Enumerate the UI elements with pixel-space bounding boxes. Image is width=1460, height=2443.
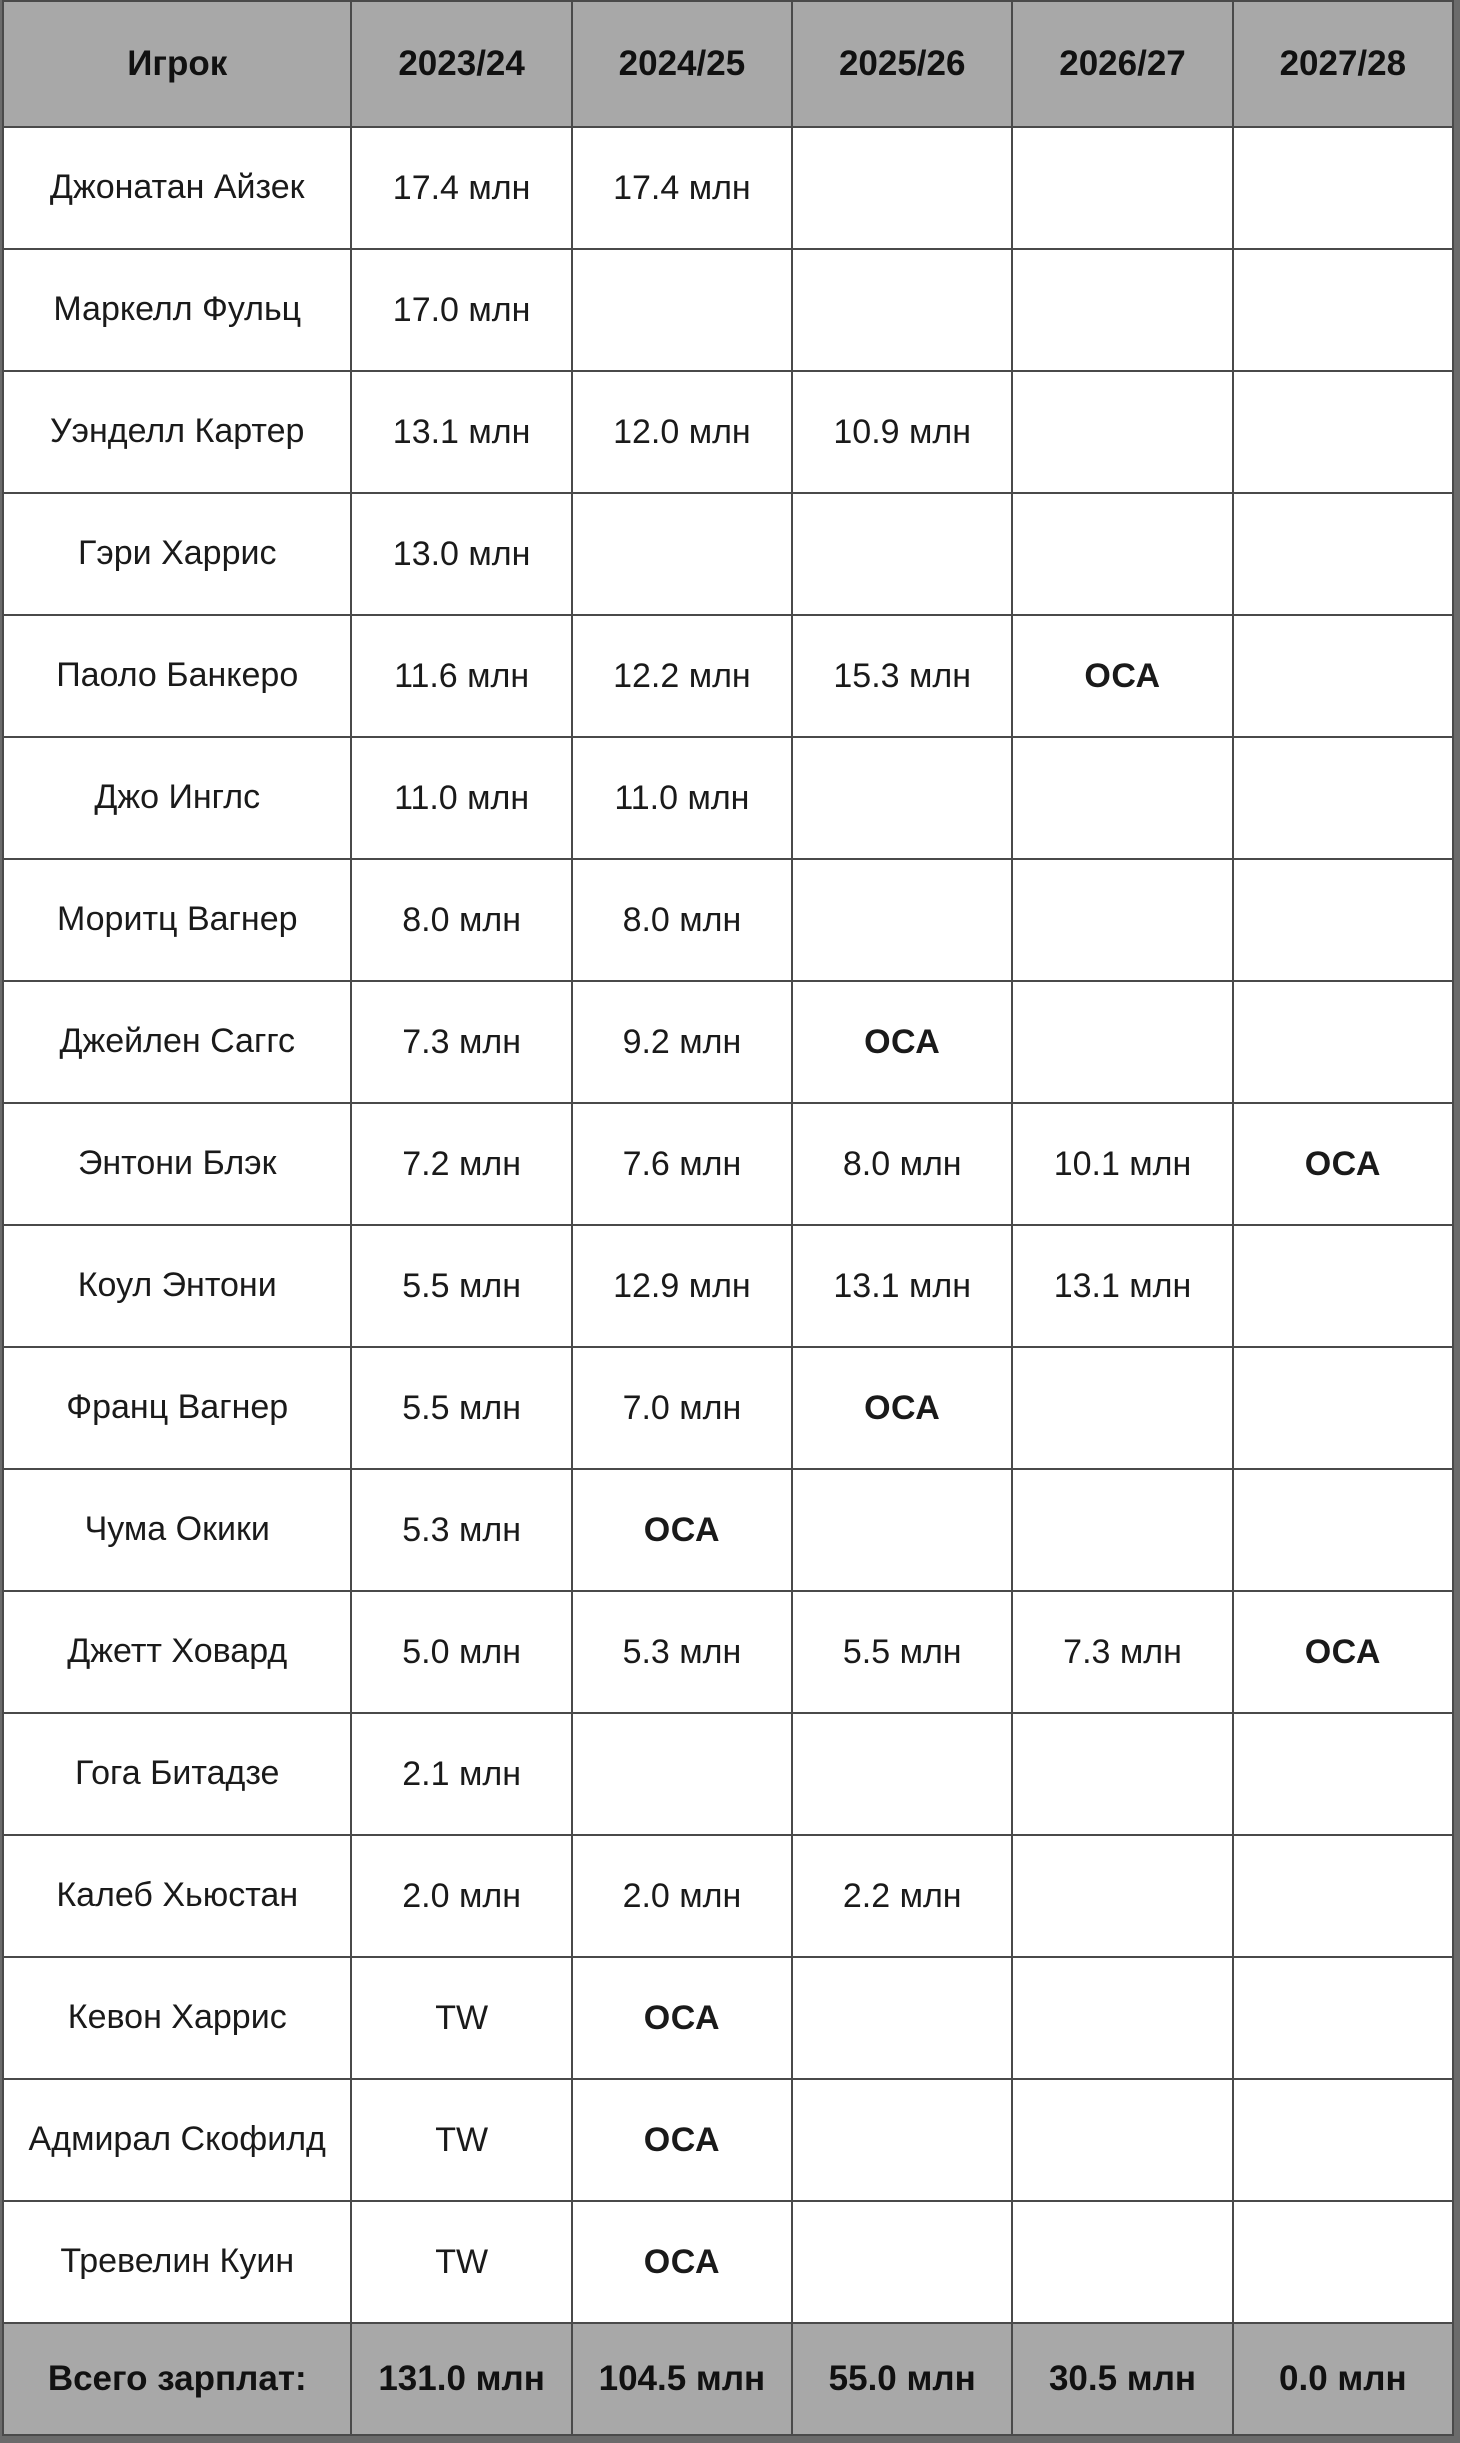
player-name-cell[interactable]: Джонатан Айзек — [3, 127, 351, 249]
salary-cell-empty — [792, 859, 1012, 981]
salary-cell: 7.6 млн — [572, 1103, 792, 1225]
column-header-2027-28: 2027/28 — [1233, 1, 1453, 127]
salary-cell-empty — [1012, 859, 1232, 981]
total-2026-27: 30.5 млн — [1012, 2323, 1232, 2435]
salary-cell-empty — [572, 249, 792, 371]
salary-table — [2, 0, 1454, 2436]
table-row — [3, 371, 1453, 493]
salary-cell: 8.0 млн — [792, 1103, 1012, 1225]
table-row — [3, 737, 1453, 859]
salary-cell-empty — [792, 249, 1012, 371]
salary-cell: 17.4 млн — [572, 127, 792, 249]
salary-cell-empty — [1233, 615, 1453, 737]
salary-cell-empty — [1012, 1469, 1232, 1591]
salary-cell: 7.3 млн — [351, 981, 571, 1103]
salary-cell: 5.3 млн — [351, 1469, 571, 1591]
salary-cell-empty — [1012, 981, 1232, 1103]
player-name-cell[interactable]: Гога Битадзе — [3, 1713, 351, 1835]
salary-cell-empty — [1233, 1469, 1453, 1591]
salary-cell: 5.3 млн — [572, 1591, 792, 1713]
salary-cell: 8.0 млн — [572, 859, 792, 981]
salary-cell: ОСА — [792, 981, 1012, 1103]
salary-cell-empty — [1012, 371, 1232, 493]
salary-cell: 5.5 млн — [351, 1225, 571, 1347]
salary-cell-empty — [1233, 371, 1453, 493]
player-name-cell[interactable]: Джейлен Саггс — [3, 981, 351, 1103]
salary-cell: 12.2 млн — [572, 615, 792, 737]
table-row — [3, 2079, 1453, 2201]
player-name-cell[interactable]: Уэнделл Картер — [3, 371, 351, 493]
salary-cell-empty — [572, 493, 792, 615]
column-header-player: Игрок — [3, 1, 351, 127]
player-name-cell[interactable]: Джо Инглс — [3, 737, 351, 859]
salary-cell: 9.2 млн — [572, 981, 792, 1103]
salary-cell: 13.1 млн — [1012, 1225, 1232, 1347]
table-header — [3, 1, 1453, 127]
table-row — [3, 249, 1453, 371]
salary-cell: ОСА — [1012, 615, 1232, 737]
salary-cell: 15.3 млн — [792, 615, 1012, 737]
salary-cell: 17.4 млн — [351, 127, 571, 249]
salary-cell: 8.0 млн — [351, 859, 571, 981]
salary-cell-empty — [1233, 1713, 1453, 1835]
salary-cell: ОСА — [572, 1957, 792, 2079]
player-name-cell[interactable]: Моритц Вагнер — [3, 859, 351, 981]
salary-cell-empty — [1233, 127, 1453, 249]
table-row — [3, 1103, 1453, 1225]
salary-cell: 12.0 млн — [572, 371, 792, 493]
salary-cell-empty — [1012, 127, 1232, 249]
table-body — [3, 127, 1453, 2323]
total-2024-25: 104.5 млн — [572, 2323, 792, 2435]
salary-cell: 7.3 млн — [1012, 1591, 1232, 1713]
table-row — [3, 1225, 1453, 1347]
total-2027-28: 0.0 млн — [1233, 2323, 1453, 2435]
salary-cell: 5.0 млн — [351, 1591, 571, 1713]
salary-cell: 7.2 млн — [351, 1103, 571, 1225]
salary-cell: ОСА — [1233, 1591, 1453, 1713]
salary-cell-empty — [1233, 249, 1453, 371]
salary-cell: 13.1 млн — [351, 371, 571, 493]
header-row — [3, 1, 1453, 127]
salary-cell: TW — [351, 1957, 571, 2079]
column-header-2025-26: 2025/26 — [792, 1, 1012, 127]
salary-cell: ОСА — [572, 2201, 792, 2323]
table-row — [3, 1713, 1453, 1835]
salary-cell: 5.5 млн — [792, 1591, 1012, 1713]
salary-cell-empty — [1233, 1225, 1453, 1347]
salary-cell-empty — [1233, 2201, 1453, 2323]
salary-cell-empty — [1012, 1835, 1232, 1957]
table-row — [3, 127, 1453, 249]
table-row — [3, 1957, 1453, 2079]
column-header-2026-27: 2026/27 — [1012, 1, 1232, 127]
table-row — [3, 1347, 1453, 1469]
total-2025-26: 55.0 млн — [792, 2323, 1012, 2435]
salary-cell-empty — [1233, 981, 1453, 1103]
salary-cell-empty — [1233, 1347, 1453, 1469]
table-row — [3, 615, 1453, 737]
table-row — [3, 859, 1453, 981]
table-row — [3, 981, 1453, 1103]
salary-cell: 2.2 млн — [792, 1835, 1012, 1957]
table-row — [3, 493, 1453, 615]
salary-cell-empty — [1012, 2201, 1232, 2323]
salary-cell-empty — [1012, 1713, 1232, 1835]
salary-cell-empty — [1233, 1835, 1453, 1957]
player-name-cell[interactable]: Гэри Харрис — [3, 493, 351, 615]
salary-cell: 12.9 млн — [572, 1225, 792, 1347]
player-name-cell[interactable]: Паоло Банкеро — [3, 615, 351, 737]
salary-cell: 11.0 млн — [351, 737, 571, 859]
column-header-2023-24: 2023/24 — [351, 1, 571, 127]
salary-cell-empty — [792, 127, 1012, 249]
salary-cell-empty — [1233, 737, 1453, 859]
player-name-cell[interactable]: Франц Вагнер — [3, 1347, 351, 1469]
player-name-cell[interactable]: Маркелл Фульц — [3, 249, 351, 371]
total-label: Всего зарплат: — [3, 2323, 351, 2435]
player-name-cell[interactable]: Калеб Хьюстан — [3, 1835, 351, 1957]
salary-cell-empty — [1233, 859, 1453, 981]
salary-cell-empty — [1012, 1347, 1232, 1469]
salary-cell-empty — [1233, 1957, 1453, 2079]
salary-cell-empty — [1012, 2079, 1232, 2201]
player-name-cell[interactable]: Чума Окики — [3, 1469, 351, 1591]
column-header-2024-25: 2024/25 — [572, 1, 792, 127]
salary-cell: 2.0 млн — [351, 1835, 571, 1957]
salary-cell: ОСА — [792, 1347, 1012, 1469]
table-row — [3, 1469, 1453, 1591]
salary-cell-empty — [1012, 1957, 1232, 2079]
salary-cell: 11.6 млн — [351, 615, 571, 737]
salary-cell-empty — [1233, 493, 1453, 615]
player-name-cell[interactable]: Адмирал Скофилд — [3, 2079, 351, 2201]
salary-cell-empty — [792, 1713, 1012, 1835]
salary-cell-empty — [792, 2201, 1012, 2323]
salary-cell-empty — [792, 737, 1012, 859]
player-name-cell[interactable]: Тревелин Куин — [3, 2201, 351, 2323]
salary-cell-empty — [1012, 249, 1232, 371]
salary-cell: TW — [351, 2079, 571, 2201]
player-name-cell[interactable]: Джетт Ховард — [3, 1591, 351, 1713]
salary-cell: 7.0 млн — [572, 1347, 792, 1469]
table-row — [3, 1835, 1453, 1957]
salary-cell-empty — [792, 1469, 1012, 1591]
salary-cell: TW — [351, 2201, 571, 2323]
salary-cell: 2.1 млн — [351, 1713, 571, 1835]
salary-cell: 2.0 млн — [572, 1835, 792, 1957]
player-name-cell[interactable]: Коул Энтони — [3, 1225, 351, 1347]
salary-cell: 13.0 млн — [351, 493, 571, 615]
player-name-cell[interactable]: Кевон Харрис — [3, 1957, 351, 2079]
table-footer — [3, 2323, 1453, 2435]
table-row — [3, 2201, 1453, 2323]
total-row — [3, 2323, 1453, 2435]
salary-cell-empty — [572, 1713, 792, 1835]
salary-cell-empty — [1233, 2079, 1453, 2201]
salary-cell: 10.1 млн — [1012, 1103, 1232, 1225]
salary-cell-empty — [1012, 737, 1232, 859]
salary-cell-empty — [792, 1957, 1012, 2079]
salary-cell-empty — [792, 493, 1012, 615]
total-2023-24: 131.0 млн — [351, 2323, 571, 2435]
salary-cell: 17.0 млн — [351, 249, 571, 371]
salary-cell-empty — [1012, 493, 1232, 615]
player-name-cell[interactable]: Энтони Блэк — [3, 1103, 351, 1225]
salary-cell: 10.9 млн — [792, 371, 1012, 493]
salary-cell: ОСА — [1233, 1103, 1453, 1225]
salary-cell-empty — [792, 2079, 1012, 2201]
salary-cell: ОСА — [572, 2079, 792, 2201]
salary-cell: 11.0 млн — [572, 737, 792, 859]
salary-cell: ОСА — [572, 1469, 792, 1591]
table-row — [3, 1591, 1453, 1713]
salary-cell: 13.1 млн — [792, 1225, 1012, 1347]
salary-cell: 5.5 млн — [351, 1347, 571, 1469]
